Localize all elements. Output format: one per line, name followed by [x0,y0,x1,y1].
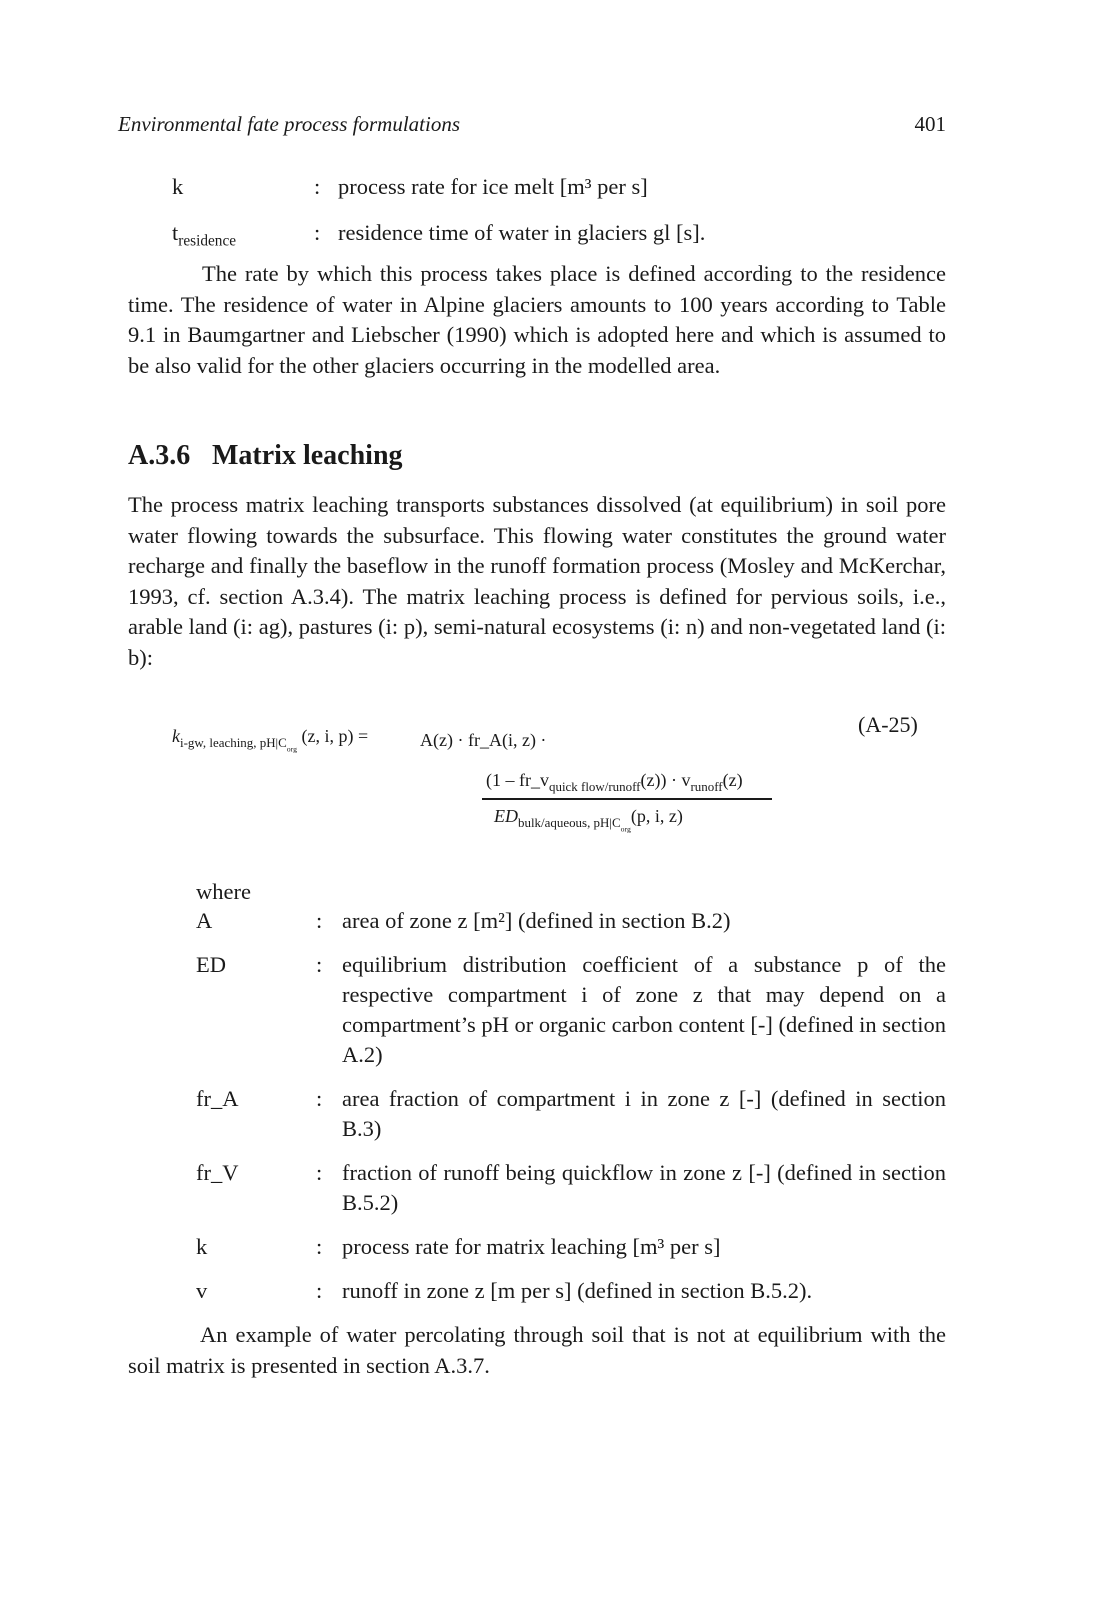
eq-k-subscript-text: i-gw, leaching, pH|C [180,735,287,751]
definition-v [196,1276,946,1308]
eq-den-args: (p, i, z) [630,806,683,826]
definition-k-ice-melt [172,172,948,204]
eq-num-part-c: (z) [722,770,743,790]
eq-k-subsubscript: org [286,744,298,754]
eq-num-sub-a: quick flow/runoff [548,779,641,795]
equation-denominator [494,806,683,834]
eq-lhs-args: (z, i, p) = [301,726,369,746]
definition-text: area fraction of compartment i in zone z [-] (defined in section B.3) [342,1086,946,1141]
definition-symbol: k [172,174,184,199]
section-title: Matrix leaching [212,440,403,471]
symbol-base: t [172,220,179,245]
paragraph-matrix-leaching: The process matrix leaching transports substances dissolved (at equilibrium) in soil pore water flowing towards the subsurface. This flowing water constitutes the ground water recharge and finally the baseflow in the runoff formation process (Mosley and McKerchar, 1993, cf. section A.3.4). The matrix leaching process is defined for pervious soils, i.e., arable land (i: ag), pastures (i: p), semi-natural ecosystems (i: n) and non-vegetated land (i: b): [128,492,946,670]
running-header [118,112,946,137]
definition-text: area of zone z [m²] (defined in section B.2) [342,908,731,933]
definition-text: equilibrium distribution coefficient of a substance p of the respective compartment i of zone z that may depend on a compartment’s pH or organic carbon content [-] (defined in section A.2) [342,952,946,1067]
eq-den-sub [518,815,631,834]
section-number: A.3.6 [128,440,191,471]
definition-text: process rate for matrix leaching [m³ per s] [342,1234,721,1259]
definition-k-matrix [196,1232,946,1264]
eq-num-sub-b: runoff [690,779,723,795]
definition-colon: : [316,1086,323,1111]
eq-k-symbol: k [172,726,180,746]
equation-numerator [486,770,743,795]
definition-symbol: fr_A [196,1086,239,1111]
definition-colon: : [316,1234,323,1259]
definition-colon: : [316,908,323,933]
eq-num-part-b: (z)) · v [640,770,691,790]
definition-colon: : [316,1278,323,1303]
eq-den-ed: ED [494,806,518,826]
definition-ED [196,950,946,1074]
definition-symbol: ED [196,952,226,977]
definition-t-residence [172,218,948,250]
eq-num-part-a: (1 – fr_v [486,770,549,790]
section-heading [128,440,403,472]
definition-fr-A [196,1084,946,1148]
fraction-bar [482,798,772,800]
definition-text: runoff in zone z [m per s] (defined in section B.5.2). [342,1278,813,1303]
eq-k-subscript [180,735,298,754]
equation-rhs-line1: A(z) · fr_A(i, z) · [420,730,547,750]
definition-symbol: v [196,1278,208,1303]
eq-den-subsub: org [620,824,631,834]
equation-lhs [172,726,368,754]
paragraph-residence-time: The rate by which this process takes place is defined according to the residence time. The residence of water in Alpine glaciers amounts to 100 years according to Table 9.1 in Baumgartner and Liebscher (1990) which is adopted here and which is assumed to be also valid for the other glaciers occurring in the modelled area. [128,261,946,378]
definition-symbol: k [196,1234,208,1259]
definition-symbol: A [196,908,213,933]
definition-A [196,906,946,938]
symbol-subscript: residence [178,232,237,250]
page-number: 401 [914,112,946,136]
where-label: where [196,879,251,904]
paragraph-example: An example of water percolating through soil that is not at equilibrium with the soil matrix is presented in section A.3.7. [128,1322,946,1378]
definition-symbol: fr_V [196,1160,239,1185]
definition-symbol [172,218,236,256]
definition-colon: : [314,174,321,199]
running-title: Environmental fate process formulations [118,112,460,136]
definition-fr-V [196,1158,946,1222]
eq-den-sub-text: bulk/aqueous, pH|C [518,815,621,831]
definition-text: process rate for ice melt [m³ per s] [338,174,648,199]
definition-colon: : [314,220,321,245]
definition-text: residence time of water in glaciers gl [s]. [338,220,706,245]
definition-colon: : [316,1160,323,1185]
definition-colon: : [316,952,323,977]
definition-text: fraction of runoff being quickflow in zone z [-] (defined in section B.5.2) [342,1160,946,1215]
equation-number: (A-25) [858,712,918,737]
